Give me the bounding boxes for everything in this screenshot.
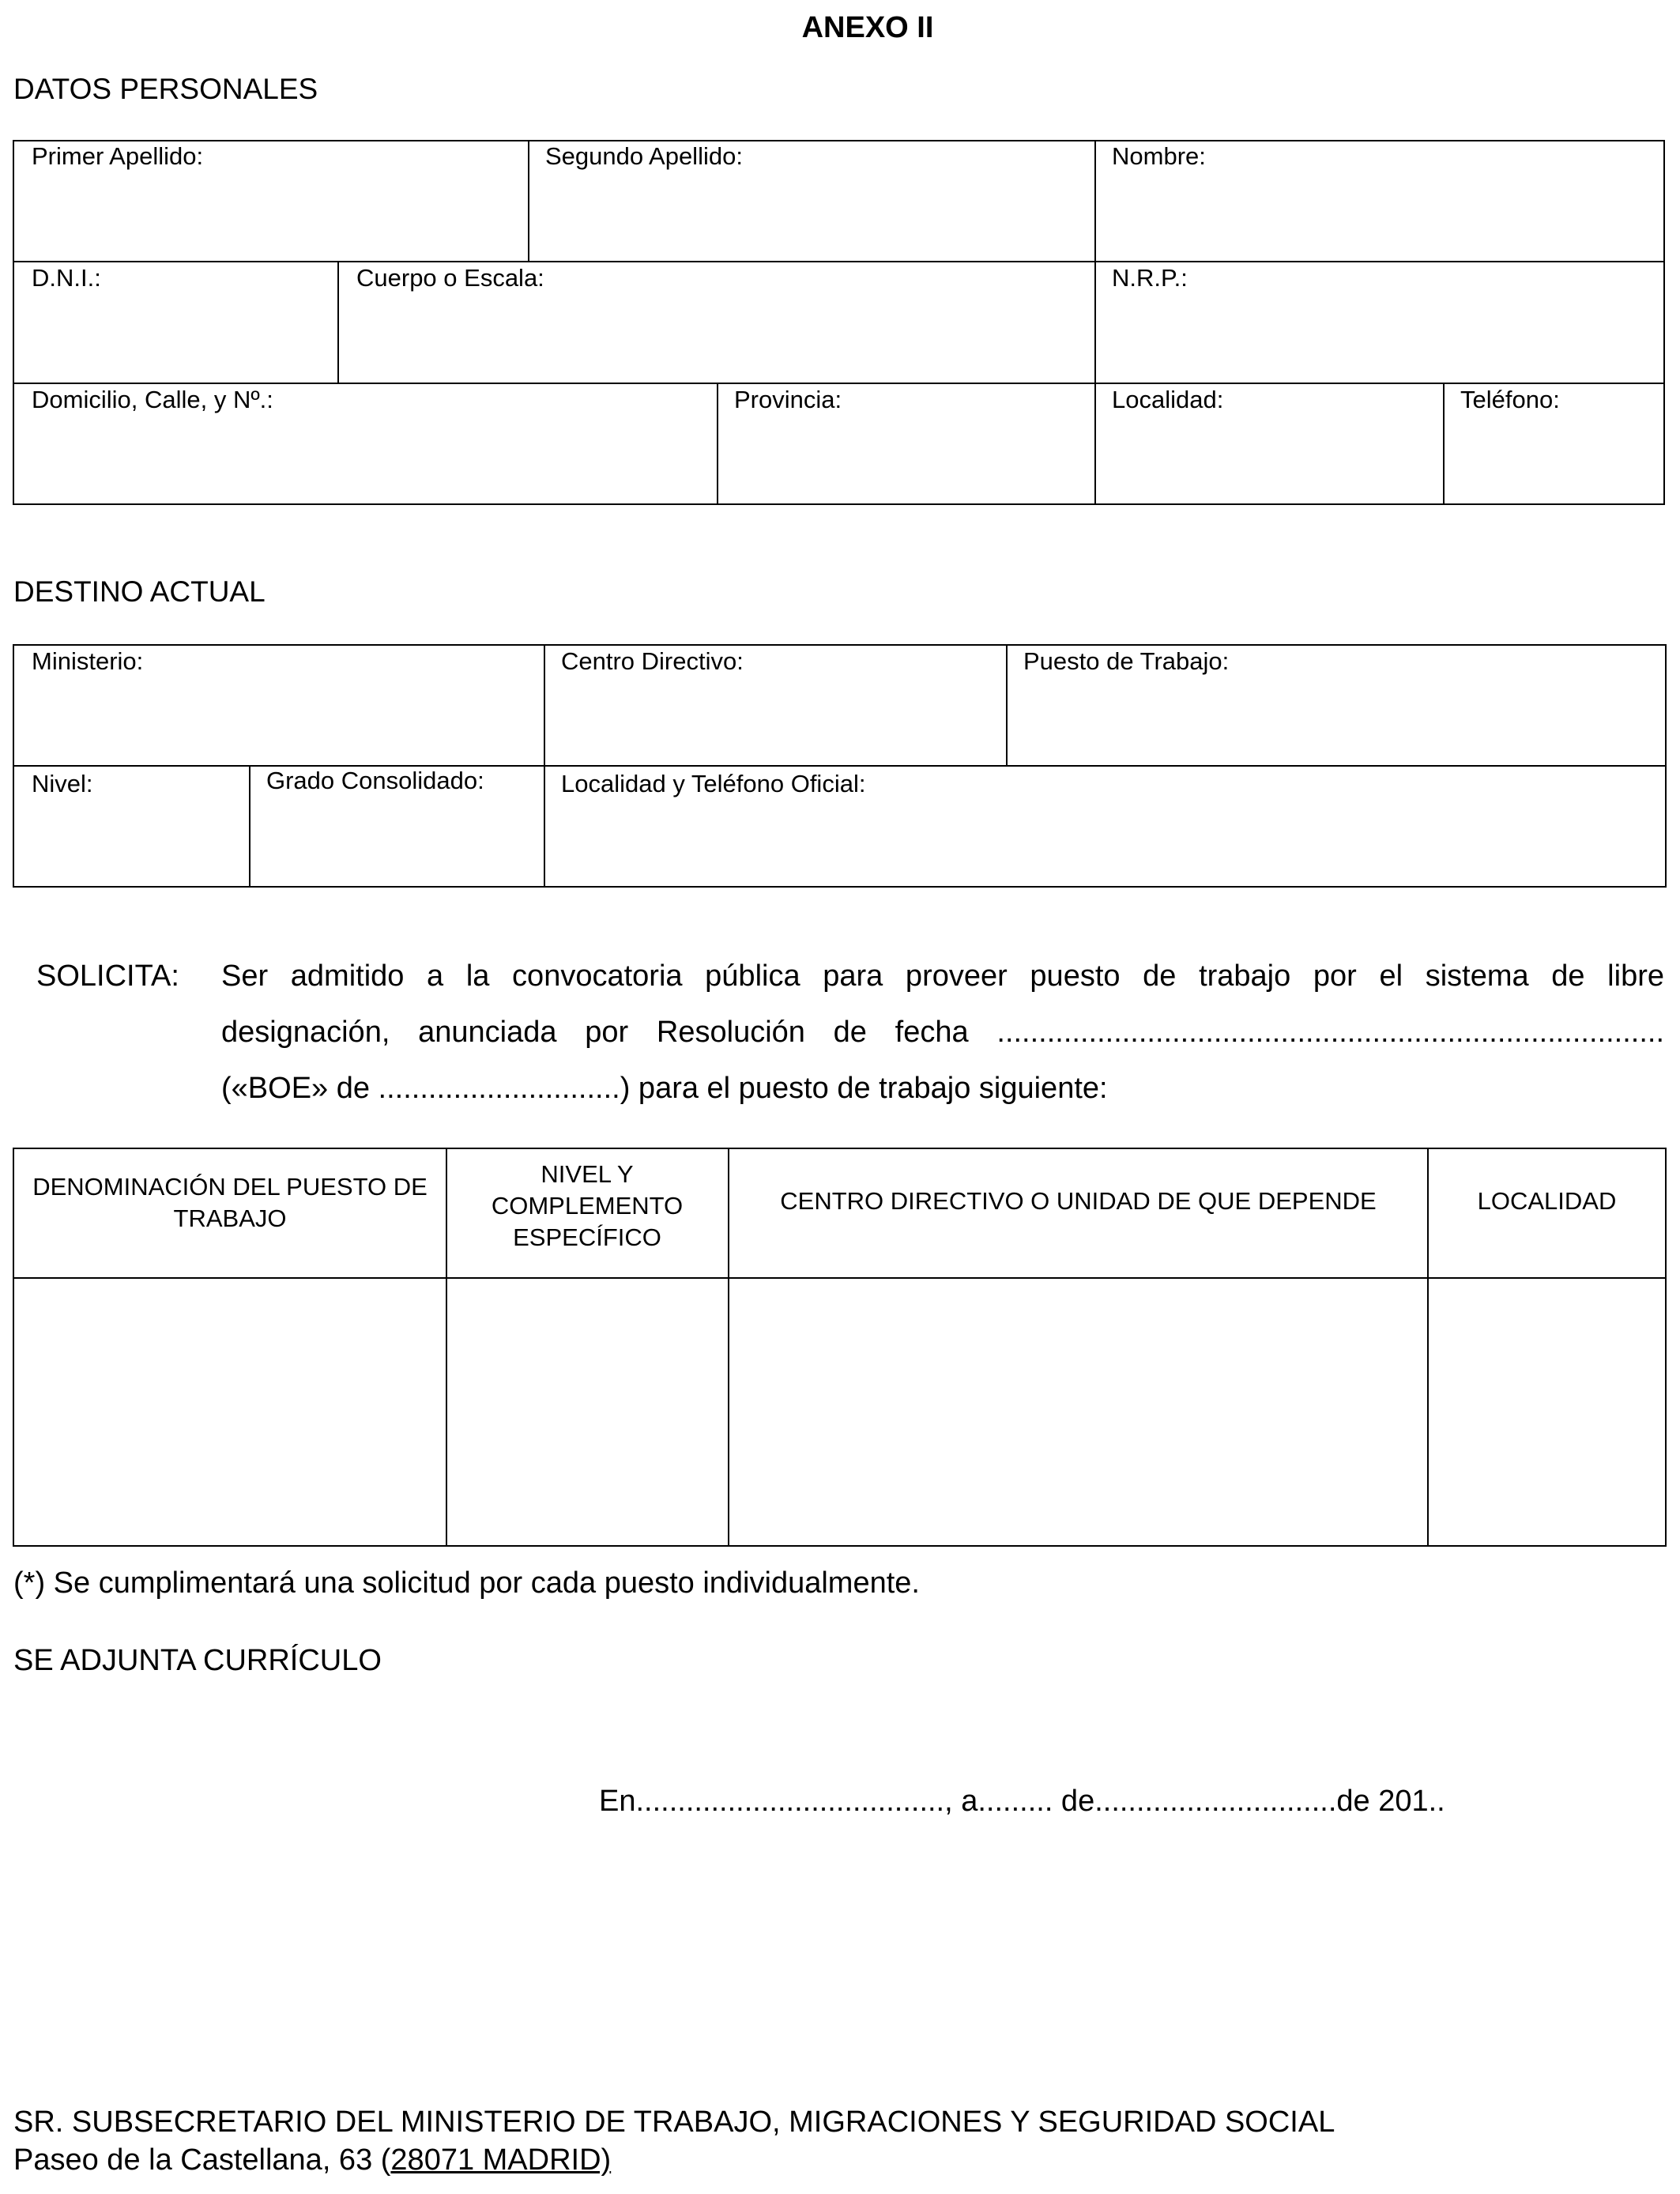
dni-label: D.N.I.: xyxy=(32,264,101,292)
page-title: ANEXO II xyxy=(801,11,934,44)
ministerio-label: Ministerio: xyxy=(32,647,144,675)
solicita-line-1: Ser admitido a la convocatoria pública para proveer puesto de trabajo por el sistema de libre xyxy=(221,959,1664,993)
nrp-field[interactable] xyxy=(1096,262,1663,383)
segundo-apellido-field[interactable] xyxy=(529,141,1094,261)
cuerpo-escala-label: Cuerpo o Escala: xyxy=(356,264,544,292)
primer-apellido-label: Primer Apellido: xyxy=(32,142,204,170)
fecha-lugar-line[interactable]: En....................................., a......... de.............................de 201.. xyxy=(599,1785,1445,1818)
adjunta-curriculo: SE ADJUNTA CURRÍCULO xyxy=(13,1644,382,1677)
datos-personales-heading: DATOS PERSONALES xyxy=(13,73,318,105)
ministerio-field[interactable] xyxy=(14,646,544,765)
dni-field[interactable] xyxy=(14,262,337,383)
solicita-label: SOLICITA: xyxy=(36,959,179,993)
puesto-trabajo-field[interactable] xyxy=(1008,646,1665,765)
segundo-apellido-label: Segundo Apellido: xyxy=(545,142,743,170)
centro-directivo-input-cell[interactable] xyxy=(729,1279,1427,1545)
address-postcode: 28071 MADRID) xyxy=(390,2143,612,2177)
destino-actual-heading: DESTINO ACTUAL xyxy=(13,575,266,608)
nrp-label: N.R.P.: xyxy=(1112,264,1188,292)
nombre-field[interactable] xyxy=(1096,141,1663,261)
grado-consolidado-field[interactable] xyxy=(250,767,544,886)
header-denominacion: DENOMINACIÓN DEL PUESTO DE TRABAJO xyxy=(32,1173,428,1232)
telefono-field[interactable] xyxy=(1445,384,1663,503)
localidad-input-cell[interactable] xyxy=(1429,1279,1665,1545)
solicita-line-3: («BOE» de .............................) para el puesto de trabajo siguiente: xyxy=(221,1072,1108,1105)
header-nivel-complemento: NIVEL Y COMPLEMENTO ESPECÍFICO xyxy=(491,1160,684,1251)
solicita-line-2: designación, anunciada por Resolución de fecha ................................................................................ xyxy=(221,1016,1664,1049)
destinatario-address xyxy=(13,2143,611,2177)
address-street: Paseo de la Castellana, 63 ( xyxy=(13,2143,391,2177)
telefono-label: Teléfono: xyxy=(1460,386,1560,413)
grado-consolidado-label: Grado Consolidado: xyxy=(266,767,484,794)
nivel-label: Nivel: xyxy=(32,770,93,797)
nivel-complemento-input-cell[interactable] xyxy=(447,1279,728,1545)
provincia-label: Provincia: xyxy=(734,386,842,413)
localidad-telefono-label: Localidad y Teléfono Oficial: xyxy=(561,770,866,797)
domicilio-field[interactable] xyxy=(14,384,717,503)
localidad-telefono-field[interactable] xyxy=(545,767,1665,886)
nota-text: (*) Se cumplimentará una solicitud por cada puesto individualmente. xyxy=(13,1566,920,1600)
header-centro-directivo: CENTRO DIRECTIVO O UNIDAD DE QUE DEPENDE xyxy=(780,1187,1377,1215)
cuerpo-escala-field[interactable] xyxy=(339,262,1094,383)
puesto-trabajo-label: Puesto de Trabajo: xyxy=(1023,647,1230,675)
primer-apellido-field[interactable] xyxy=(14,141,528,261)
localidad-field[interactable] xyxy=(1096,384,1443,503)
centro-directivo-label: Centro Directivo: xyxy=(561,647,744,675)
destinatario-line: SR. SUBSECRETARIO DEL MINISTERIO DE TRABAJO, MIGRACIONES Y SEGURIDAD SOCIAL xyxy=(13,2105,1335,2139)
provincia-field[interactable] xyxy=(718,384,1094,503)
domicilio-label: Domicilio, Calle, y Nº.: xyxy=(32,386,273,413)
header-localidad: LOCALIDAD xyxy=(1477,1187,1617,1215)
denominacion-input-cell[interactable] xyxy=(14,1279,446,1545)
localidad-label: Localidad: xyxy=(1112,386,1224,413)
nivel-field[interactable] xyxy=(14,767,249,886)
centro-directivo-field[interactable] xyxy=(545,646,1006,765)
nombre-label: Nombre: xyxy=(1112,142,1206,170)
